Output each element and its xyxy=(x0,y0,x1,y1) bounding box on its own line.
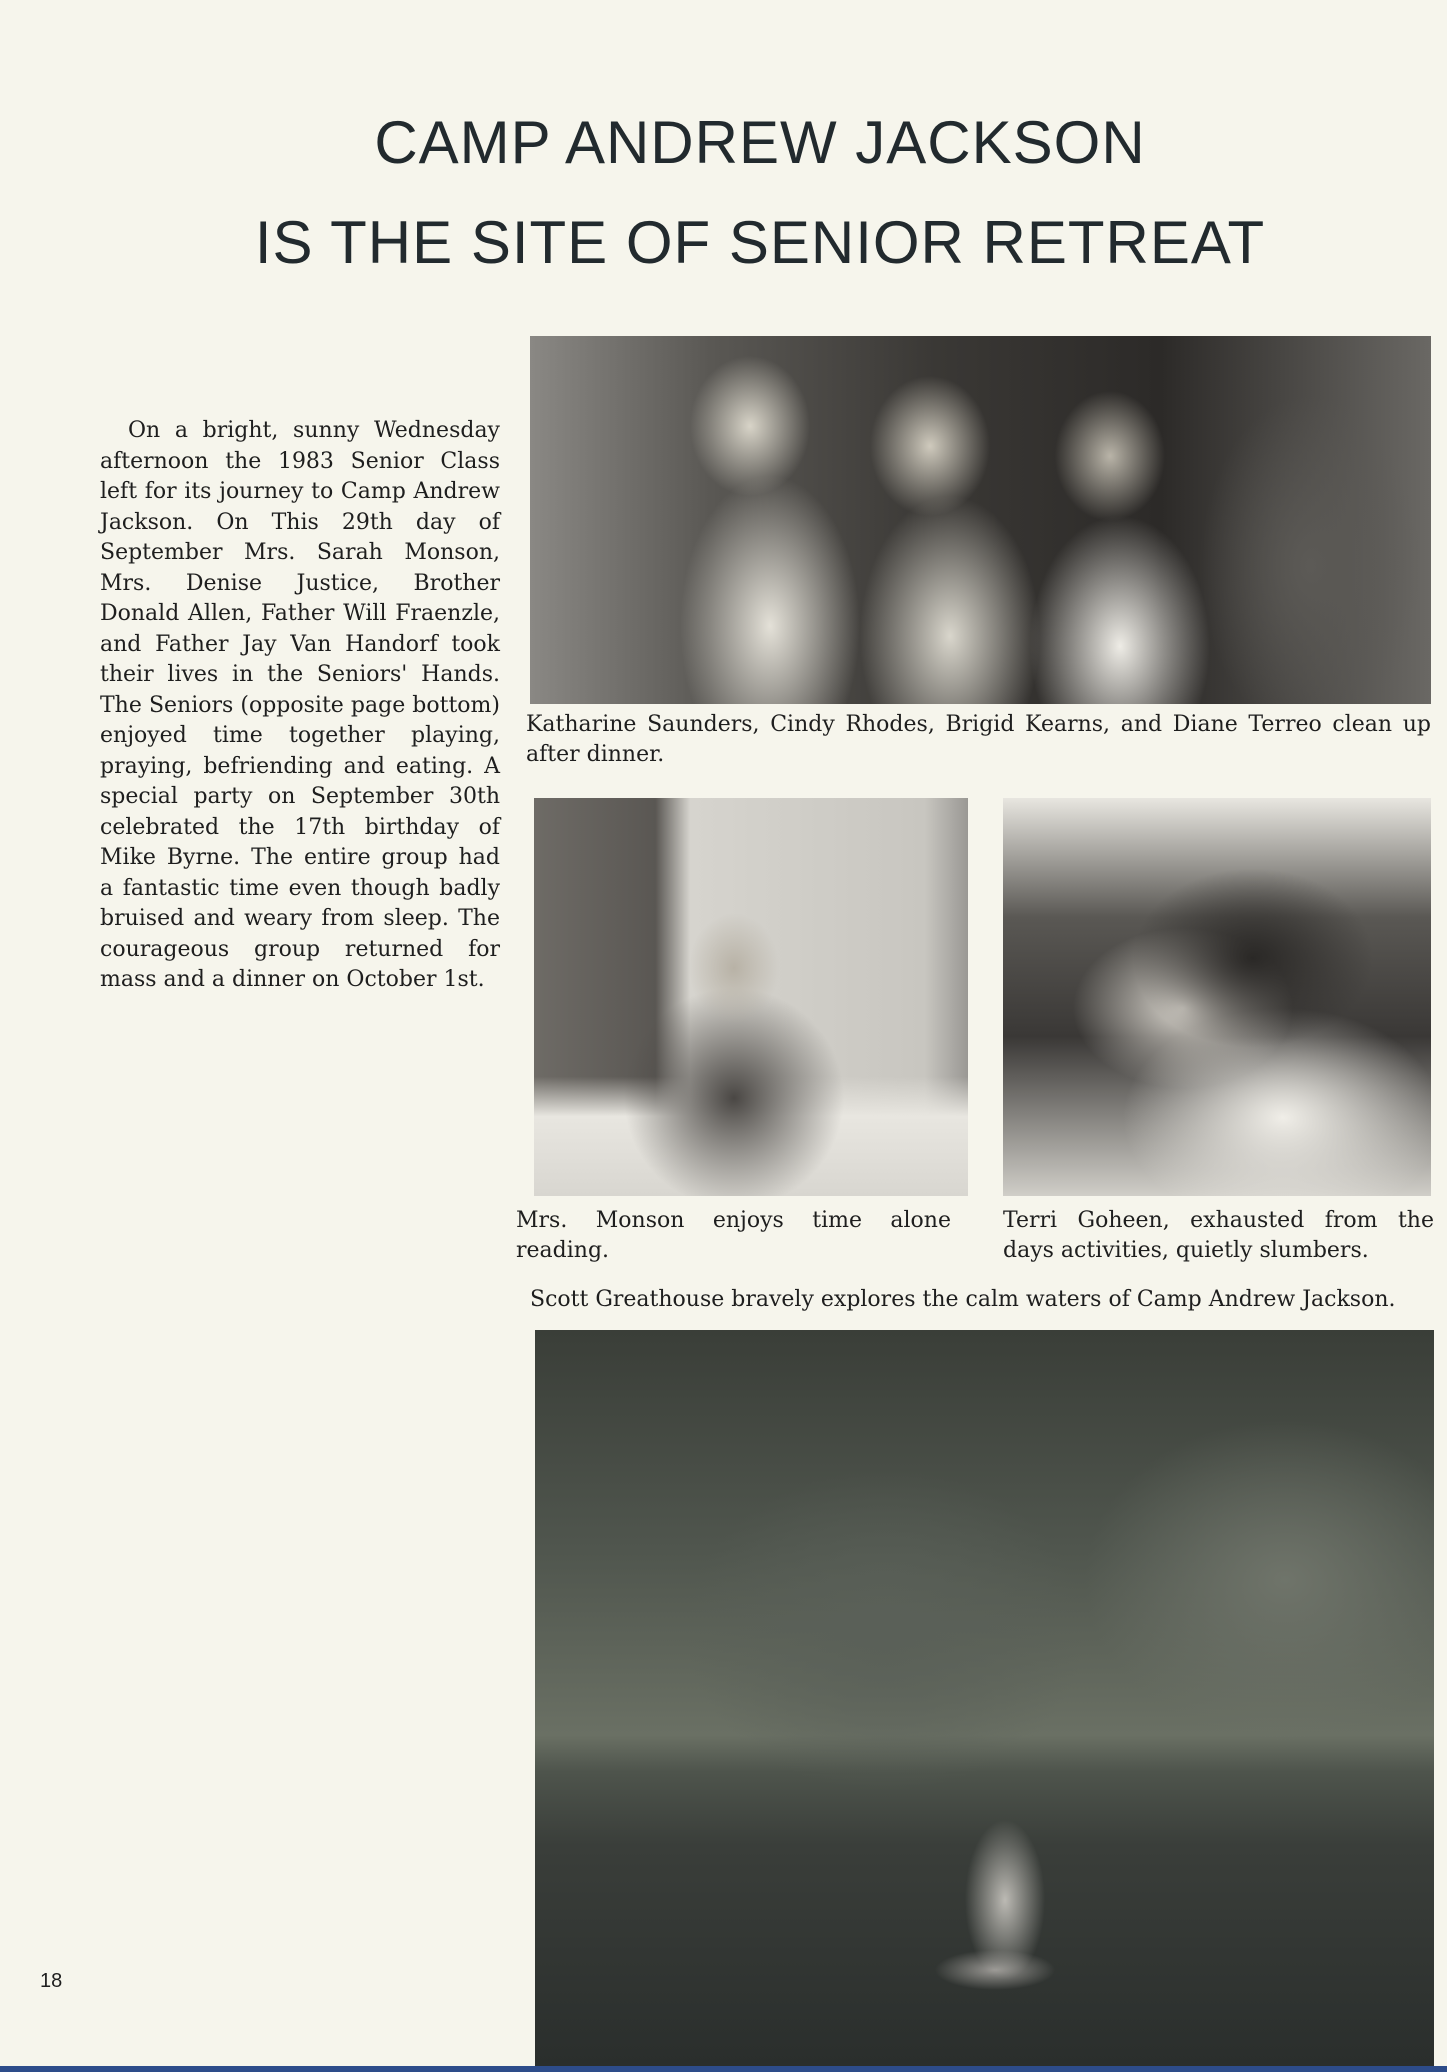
article-body: On a bright, sunny Wednesday afternoon the 1983 Senior Class left for its journey to Camp Andrew Jackson. On This 29th day of September Mrs. Sarah Monson, Mrs. Denise Justice, Brother Donald Allen, Father Will Fraenzle, and Father Jay Van Handorf took their lives in the Seniors' Hands. The Seniors (opposite page bottom) enjoyed time together playing, praying, befriending and eating. A special party on September 30th celebrated the 17th birthday of Mike Byrne. The entire group had a fantastic time even though badly bruised and weary from sleep. The courageous group returned for mass and a dinner on October 1st. xyxy=(100,418,500,992)
caption-canoe: Scott Greathouse bravely explores the calm waters of Camp Andrew Jackson. xyxy=(530,1287,1396,1312)
page-number: 18 xyxy=(40,1970,63,1992)
headline-line-2: IS THE SITE OF SENIOR RETREAT xyxy=(254,209,1266,276)
caption-sleeping: Terri Goheen, exhausted from the days activities, quietly slumbers. xyxy=(1003,1208,1434,1263)
headline-line-1: CAMP ANDREW JACKSON xyxy=(374,109,1146,176)
photo-canoe-lake xyxy=(535,1330,1434,2067)
photo-reading xyxy=(534,798,968,1196)
bottom-edge-strip xyxy=(0,2066,1447,2072)
caption-kitchen: Katharine Saunders, Cindy Rhodes, Brigid Kearns, and Diane Terreo clean up after dinner. xyxy=(526,712,1431,767)
caption-reading: Mrs. Monson enjoys time alone reading. xyxy=(516,1208,951,1263)
photo-kitchen-cleanup xyxy=(530,336,1431,704)
photo-sleeping xyxy=(1003,798,1431,1196)
